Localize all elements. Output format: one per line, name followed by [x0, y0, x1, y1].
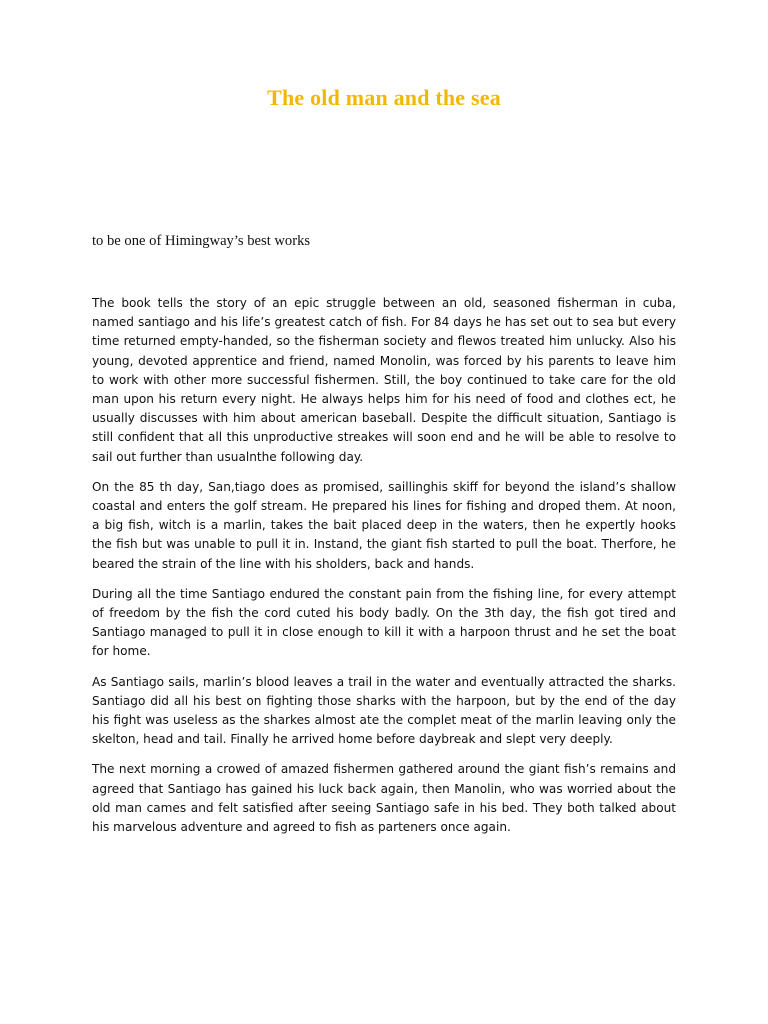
paragraph: During all the time Santiago endured the constant pain from the fishing line, for every attempt of freedom by the fish the cord cuted his body badly. On the 3th day, the fish got tired and Santiago managed to pull it in close enough to kill it with a harpoon thrust and he set the boat for home. [92, 586, 676, 659]
document-subtitle: to be one of Himingway’s best works [92, 233, 311, 249]
paragraph: The next morning a crowed of amazed fishermen gathered around the giant fish’s remains and agreed that Santiago has gained his luck back again, then Manolin, who was worried about the old man cames and felt satisfied after seeing Santiago safe in his bed. They both talked about his marvelous adventure and agreed to fish as parteners once again. [92, 762, 676, 835]
paragraph: On the 85 th day, San,tiago does as promised, saillinghis skiff for beyond the island’s shallow coastal and enters the golf stream. He prepared his lines for fishing and droped them. At noon, a big fish, witch is a marlin, takes the bait placed deep in the waters, then he expertly hooks the fish but was unable to pull it in. Instand, the giant fish started to pull the boat. Therfore, he beared the strain of the line with his sholders, back and hands. [92, 479, 676, 571]
document-title: The old man and the sea [267, 85, 501, 110]
document-body [92, 294, 676, 848]
paragraph: As Santiago sails, marlin’s blood leaves a trail in the water and eventually attracted the sharks. Santiago did all his best on fighting those sharks with the harpoon, but by the end of the day his fight was useless as the sharkes almost ate the complet meat of the marlin leaving only the skelton, head and tail. Finally he arrived home before daybreak and slept very deeply. [92, 674, 676, 747]
paragraph: The book tells the story of an epic struggle between an old, seasoned fisherman in cuba, named santiago and his life’s greatest catch of fish. For 84 days he has set out to sea but every time returned empty-handed, so the fisherman society and flewos treated him unlucky. Also his young, devoted apprentice and friend, named Monolin, was forced by his parents to leave him to work with other more successful fishermen. Still, the boy continued to take care for the old man upon his return every night. He always helps him for his need of food and clothes ect, he usually discusses with him about american baseball. Despite the difficult situation, Santiago is still confident that all this unproductive streakes will soon end and he will be able to resolve to sail out further than usualnthe following day. [92, 296, 676, 464]
